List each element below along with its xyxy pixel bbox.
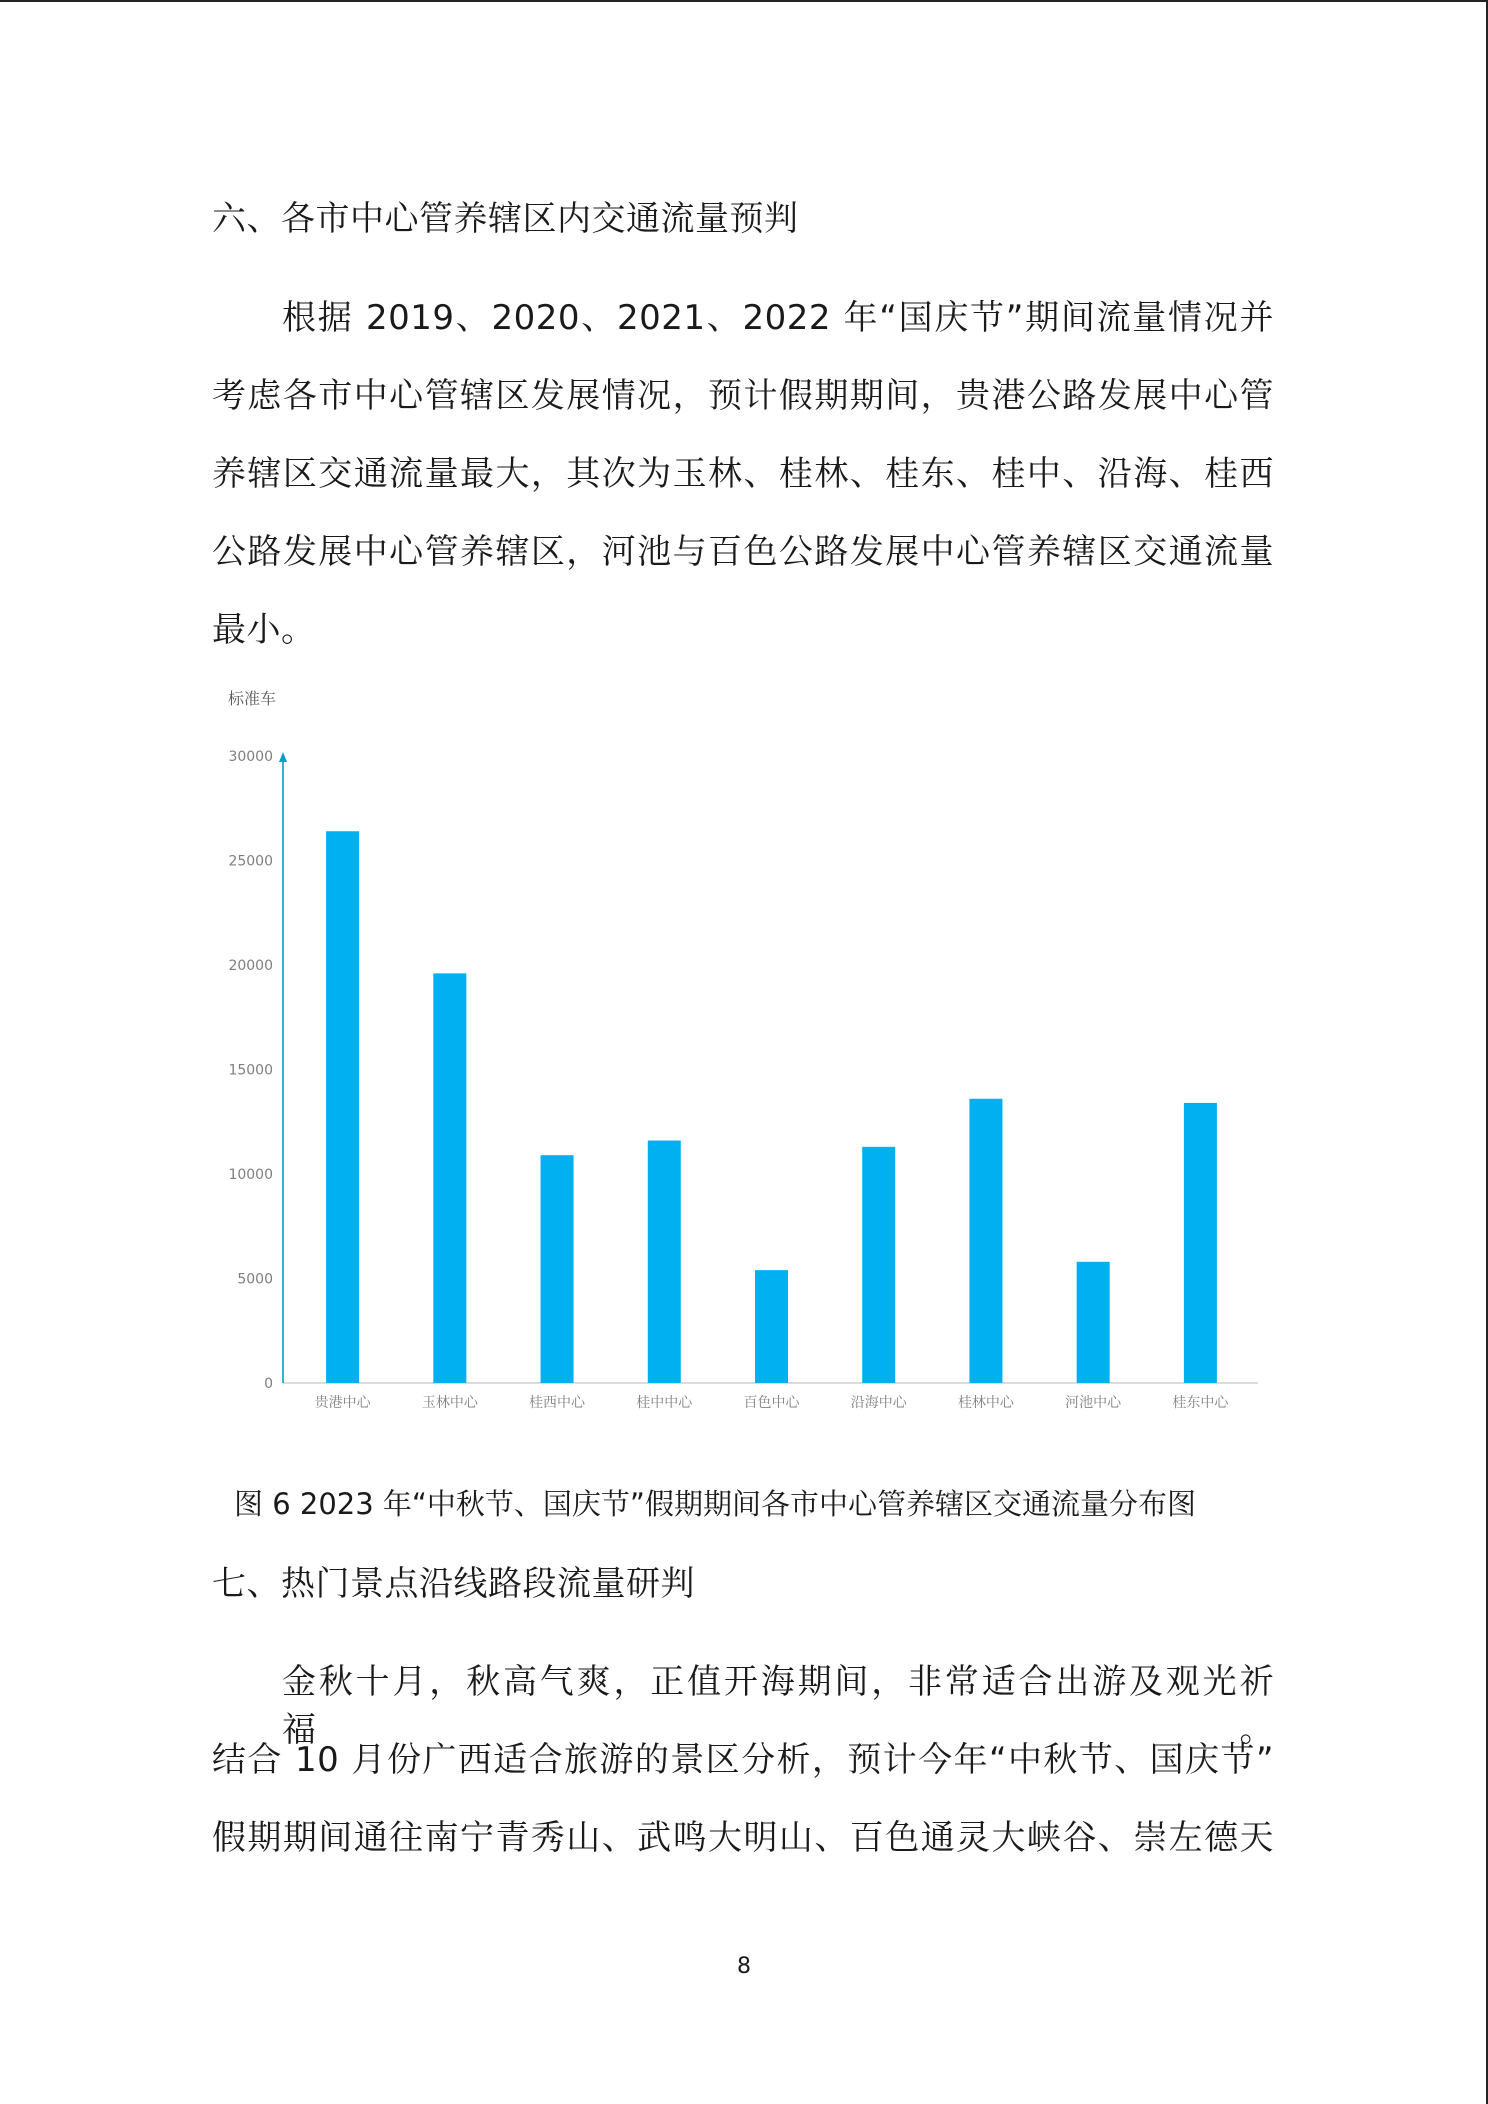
figure-caption: 图 6 2023 年“中秋节、国庆节”假期期间各市中心管养辖区交通流量分布图	[234, 1487, 1196, 1521]
x-tick-label: 桂林中心	[957, 1395, 1014, 1411]
y-tick-label: 30000	[228, 749, 273, 765]
y-tick-label: 0	[264, 1376, 273, 1392]
y-tick-label: 10000	[228, 1167, 273, 1183]
y-tick-label: 25000	[228, 853, 273, 870]
x-tick-label: 玉林中心	[421, 1395, 478, 1411]
x-tick-label: 桂东中心	[1172, 1395, 1229, 1411]
bar-3	[541, 1155, 574, 1383]
section-6-line-2: 考虑各市中心管辖区发展情况，预计假期期间，贵港公路发展中心管	[212, 376, 1274, 416]
bar-7	[969, 1099, 1002, 1383]
x-tick-label: 贵港中心	[314, 1395, 371, 1411]
x-tick-label: 桂西中心	[529, 1395, 586, 1411]
bar-2	[433, 973, 466, 1383]
section-7-line-3: 假期期间通往南宁青秀山、武鸣大明山、百色通灵大峡谷、崇左德天	[212, 1818, 1274, 1858]
section-6-line-1: 根据 2019、2020、2021、2022 年“国庆节”期间流量情况并	[282, 298, 1274, 338]
bar-1	[326, 831, 359, 1383]
bar-5	[755, 1270, 788, 1383]
section-7-line-2: 结合 10 月份广西适合旅游的景区分析，预计今年“中秋节、国庆节”	[212, 1740, 1274, 1780]
section-6-line-3: 养辖区交通流量最大，其次为玉林、桂林、桂东、桂中、沿海、桂西	[212, 454, 1274, 494]
bar-4	[648, 1141, 681, 1383]
section-6-line-4: 公路发展中心管养辖区，河池与百色公路发展中心管养辖区交通流量	[212, 532, 1274, 572]
bar-9	[1184, 1103, 1217, 1383]
y-axis-label: 标准车	[228, 689, 277, 708]
y-tick-label: 20000	[228, 958, 273, 974]
x-tick-label: 沿海中心	[850, 1395, 907, 1411]
section-7-line-1: 金秋十月，秋高气爽，正值开海期间，非常适合出游及观光祈福。	[282, 1662, 1274, 1750]
section-6-heading: 六、各市中心管养辖区内交通流量预判	[212, 199, 799, 239]
section-7-heading: 七、热门景点沿线路段流量研判	[212, 1564, 695, 1604]
x-tick-label: 河池中心	[1065, 1395, 1122, 1411]
section-6-line-5: 最小。	[212, 610, 316, 650]
bar-6	[862, 1147, 895, 1383]
y-axis-arrow	[279, 752, 287, 762]
x-tick-label: 百色中心	[743, 1395, 800, 1411]
page-number: 8	[737, 1954, 751, 1979]
bar-8	[1077, 1262, 1110, 1383]
y-tick-label: 15000	[228, 1062, 273, 1079]
y-tick-label: 5000	[237, 1271, 273, 1288]
x-tick-label: 桂中中心	[636, 1395, 693, 1411]
traffic-bar-chart	[200, 680, 1280, 1420]
